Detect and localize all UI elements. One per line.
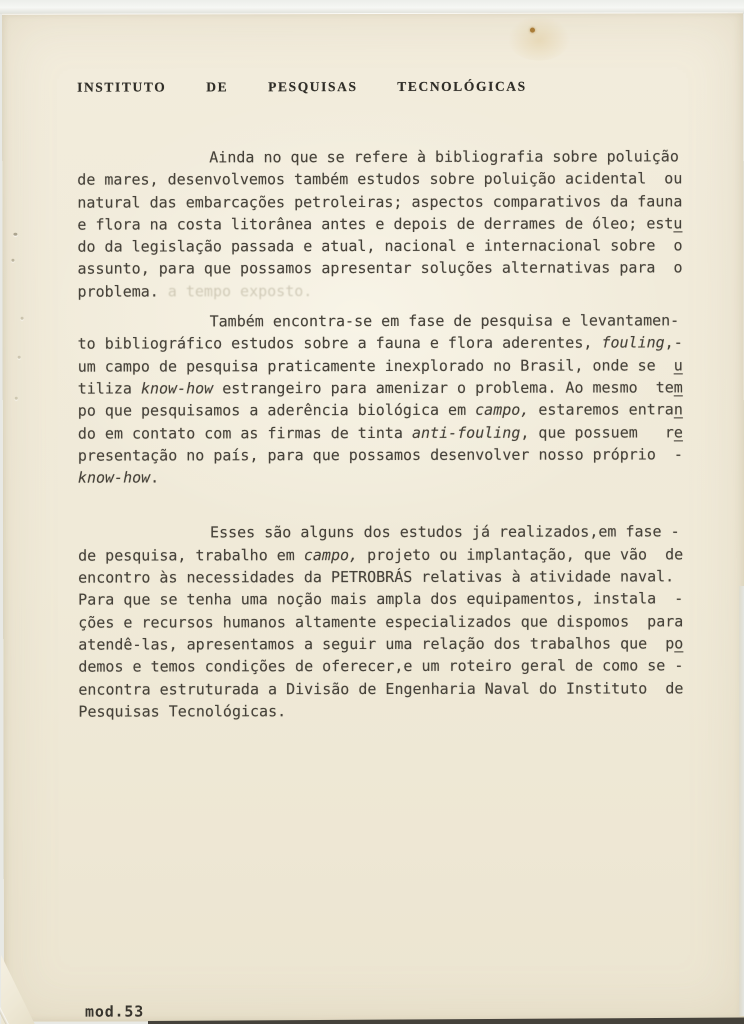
text-line: Esses são alguns dos estudos já realizados,em fase - <box>210 522 680 542</box>
text-line: presentação no país, para que possamos desenvolver nosso próprio - <box>77 445 683 465</box>
text-line: assunto, para que possamos apresentar soluções alternativas para o <box>77 258 683 279</box>
text-line: ções e recursos humanos altamente especializados que dispomos para <box>78 611 684 632</box>
text-line: demos e temos condições de oferecer,e um roteiro geral de como se - <box>78 656 684 676</box>
text-line: de pesquisa, trabalho em campo, projeto ou implantação, que vão de <box>78 545 684 565</box>
text-line: Também encontra-se em fase de pesquisa e levantamen- <box>209 311 680 331</box>
scanner-background-right <box>739 586 744 1016</box>
paper-speck <box>15 397 18 400</box>
erased-text: a tempo exposto. <box>158 281 313 301</box>
text-line: atendê-las, apresentamos a seguir uma relação dos trabalhos que po <box>78 634 684 654</box>
text-line: to bibliográfico estudos sobre a fauna e flora aderentes, fouling,- <box>77 333 683 353</box>
letterhead-title: INSTITUTO DE PESQUISAS TECNOLÓGICAS <box>77 78 527 95</box>
paragraph <box>78 521 698 723</box>
text-line: do em contato com as firmas de tinta anti-fouling, que possuem re <box>77 422 683 443</box>
text-line: de mares, desenvolvemos também estudos sobre poluição acidental ou <box>77 169 683 189</box>
text-line: po que pesquisamos a aderência biológica em campo, estaremos entran <box>77 400 683 420</box>
text-line: problema. a tempo exposto. <box>77 281 313 301</box>
paper-speck <box>11 259 14 262</box>
paper-sheet <box>2 12 744 1022</box>
stain-dot <box>530 28 535 33</box>
text-line: encontro às necessidades da PETROBRÁS relativas à atividade naval. <box>78 567 675 587</box>
text-line: Pesquisas Tecnológicas. <box>78 702 287 721</box>
paper-speck <box>18 356 21 359</box>
text-line: um campo de pesquisa praticamente inexplorado no Brasil, onde se u <box>77 356 683 376</box>
text-line: natural das embarcações petroleiras; aspectos comparativos da fauna <box>77 191 683 212</box>
paragraph <box>77 145 697 302</box>
stain-mark <box>507 15 571 61</box>
text-line: do da legislação passada e atual, nacional e internacional sobre o <box>77 236 683 256</box>
text-line: e flora na costa litorânea antes e depois de derrames de óleo; estu <box>77 214 683 234</box>
text-line: Para que se tenha uma noção mais ampla dos equipamentos, instala - <box>78 589 684 609</box>
text-line: tiliza know-how estrangeiro para amenizar o problema. Ao mesmo tem <box>77 378 683 398</box>
document-body <box>77 145 698 722</box>
paper-speck <box>13 233 17 236</box>
folded-corner <box>1 955 35 1024</box>
paper-speck <box>21 317 24 320</box>
paragraph <box>78 309 698 489</box>
form-number: mod.53 <box>85 1002 145 1021</box>
text-line: Ainda no que se refere à bibliografia sobre poluição <box>209 147 679 167</box>
text-line: encontra estruturada a Divisão de Engenharia Naval do Instituto de <box>78 678 684 699</box>
text-line: know-how. <box>77 468 160 487</box>
